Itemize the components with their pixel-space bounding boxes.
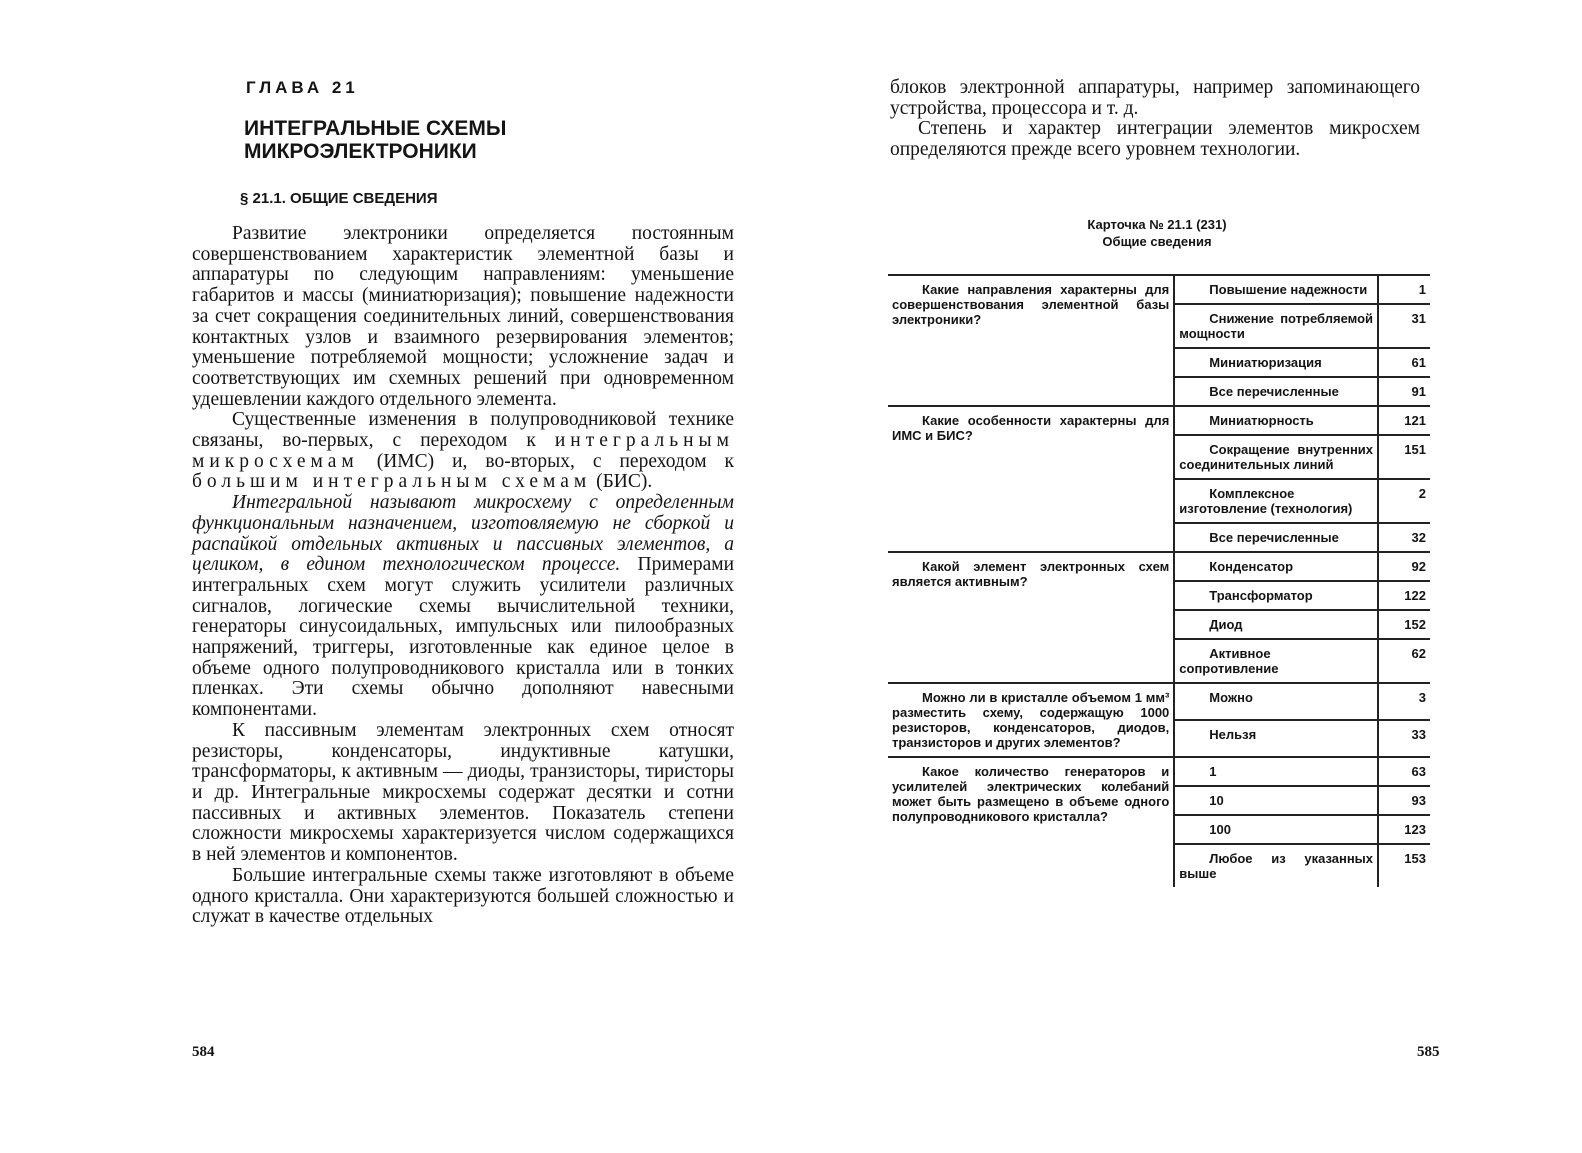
answer-cell: 10 — [1174, 786, 1378, 815]
table-row — [888, 552, 1430, 581]
right-page — [790, 0, 1582, 1153]
chapter-title — [244, 117, 506, 163]
section-heading: § 21.1. ОБЩИЕ СВЕДЕНИЯ — [240, 190, 438, 207]
answer-code-cell: 63 — [1378, 757, 1430, 786]
card-title: Карточка № 21.1 (231) — [1087, 217, 1227, 232]
paragraph-4: К пассивным элементам электронных схем относят резисторы, конденсаторы, индуктивные катушки, трансформаторы, к активным — диоды, транзисторы, тиристоры и др. Интегральные микросхемы содержат десятки и сотни пассивных и активных элементов. Показатель степени сложности микросхемы характеризуется числом содержащихся в ней элементов и компонентов. — [192, 719, 734, 866]
answer-cell: Снижение потребляемой мощности — [1174, 304, 1378, 348]
right-paragraph-1: блоков электронной аппаратуры, например запоминающего устройства, процессора и т. д. — [890, 77, 1420, 119]
p2-spaced-term-2: большим интегральным схемам — [192, 471, 592, 493]
question-cell: Какое количество генераторов и усилителей электрических колебаний может быть размещено в объеме одного полупроводникового кристалла? — [888, 757, 1174, 887]
answer-cell: Комплексное изготовление (технология) — [1174, 479, 1378, 523]
right-body-text — [890, 78, 1420, 161]
table-row — [888, 757, 1430, 786]
answer-code-cell: 33 — [1378, 720, 1430, 757]
answer-cell: Сокращение внутренних соединительных линий — [1174, 435, 1378, 479]
answer-code-cell: 1 — [1378, 275, 1430, 304]
answer-cell: 100 — [1174, 815, 1378, 844]
answer-code-cell: 32 — [1378, 523, 1430, 552]
answer-cell: Повышение надежности — [1174, 275, 1378, 304]
question-cell: Какие направления характерны для совершенствования элементной базы электроники? — [888, 275, 1174, 406]
answer-code-cell: 31 — [1378, 304, 1430, 348]
paragraph-3 — [192, 493, 734, 721]
answer-cell: Все перечисленные — [1174, 523, 1378, 552]
definition-italic: Интегральной называют микросхему с определенным функциональным назначением, изготовляемую не сборкой и распайкой отдельных активных и пассивных элементов, а целиком, в едином технологическом процессе. — [192, 492, 734, 576]
answer-cell: Можно — [1174, 683, 1378, 720]
answer-cell: Диод — [1174, 610, 1378, 639]
p2-text-a: Существенные изменения в полупроводниковой технике связаны, во-первых, с переходом к — [192, 409, 734, 452]
page-number-left: 584 — [192, 1044, 215, 1060]
answer-cell: Миниатюрность — [1174, 406, 1378, 435]
page-number-right: 585 — [1417, 1044, 1440, 1060]
answer-cell: Любое из указанных выше — [1174, 844, 1378, 887]
answer-code-cell: 151 — [1378, 435, 1430, 479]
p2-text-e: (БИС). — [591, 471, 653, 493]
answer-cell: Трансформатор — [1174, 581, 1378, 610]
answer-code-cell: 93 — [1378, 786, 1430, 815]
answer-code-cell: 91 — [1378, 377, 1430, 406]
answer-code-cell: 153 — [1378, 844, 1430, 887]
answer-cell: Все перечисленные — [1174, 377, 1378, 406]
answer-cell: Конденсатор — [1174, 552, 1378, 581]
chapter-label: ГЛАВА 21 — [246, 78, 359, 97]
question-cell: Какие особенности характерны для ИМС и БИС? — [888, 406, 1174, 552]
p2-text-c: (ИМС) и, во-вторых, с переходом к — [358, 450, 734, 472]
answer-cell: Нельзя — [1174, 720, 1378, 757]
answer-code-cell: 92 — [1378, 552, 1430, 581]
question-cell: Можно ли в кристалле объемом 1 мм³ разместить схему, содержащую 1000 резисторов, конденсаторов, диодов, транзисторов и других элементов? — [888, 683, 1174, 757]
answer-cell: Активное сопротивление — [1174, 639, 1378, 683]
table-row — [888, 275, 1430, 304]
left-page — [0, 0, 790, 1153]
answer-code-cell: 2 — [1378, 479, 1430, 523]
paragraph-5: Большие интегральные схемы также изготовляют в объеме одного кристалла. Они характеризуются большей сложностью и служат в качестве отдельных — [192, 864, 734, 928]
answer-code-cell: 3 — [1378, 683, 1430, 720]
answer-code-cell: 121 — [1378, 406, 1430, 435]
card-subtitle: Общие сведения — [1102, 234, 1212, 249]
table-row — [888, 406, 1430, 435]
answer-code-cell: 61 — [1378, 348, 1430, 377]
question-cell: Какой элемент электронных схем является активным? — [888, 552, 1174, 683]
right-paragraph-2: Степень и характер интеграции элементов микросхем определяются прежде всего уровнем технологии. — [890, 118, 1420, 161]
chapter-title-line2: МИКРОЭЛЕКТРОНИКИ — [244, 140, 477, 163]
paragraph-1: Развитие электроники определяется постоянным совершенствованием характеристик элементной базы и аппаратуры по следующим направлениям: уменьшение габаритов и массы (миниатюризация); повышение надежности за счет сокращения соединительных линий, совершенствования контактных узлов и взаимного резервирования элементов; уменьшение потребляемой мощности; усложнение задач и соответствующих им схемных решений при одновременном удешевлении каждого отдельного элемента. — [192, 223, 734, 410]
answer-code-cell: 123 — [1378, 815, 1430, 844]
answer-cell: Миниатюризация — [1174, 348, 1378, 377]
answer-code-cell: 122 — [1378, 581, 1430, 610]
answer-cell: 1 — [1174, 757, 1378, 786]
answer-code-cell: 152 — [1378, 610, 1430, 639]
question-table — [888, 274, 1430, 887]
card-heading — [1020, 216, 1294, 250]
p2-spaced-term-1: интегральным микросхемам — [192, 430, 734, 472]
paragraph-2 — [192, 410, 734, 493]
chapter-title-line1: ИНТЕГРАЛЬНЫЕ СХЕМЫ — [244, 117, 507, 140]
left-body-text — [192, 224, 734, 928]
answer-code-cell: 62 — [1378, 639, 1430, 683]
p3-rest: Примерами интегральных схем могут служить усилители различных сигналов, логические схемы вычислительной техники, генераторы синусоидальных, импульсных или пилообразных напряжений, триггеры, изготовленные как единое целое в объеме одного полупроводникового кристалла или в тонких пленках. Эти схемы обычно дополняют навесными компонентами. — [192, 554, 735, 721]
table-row — [888, 683, 1430, 720]
